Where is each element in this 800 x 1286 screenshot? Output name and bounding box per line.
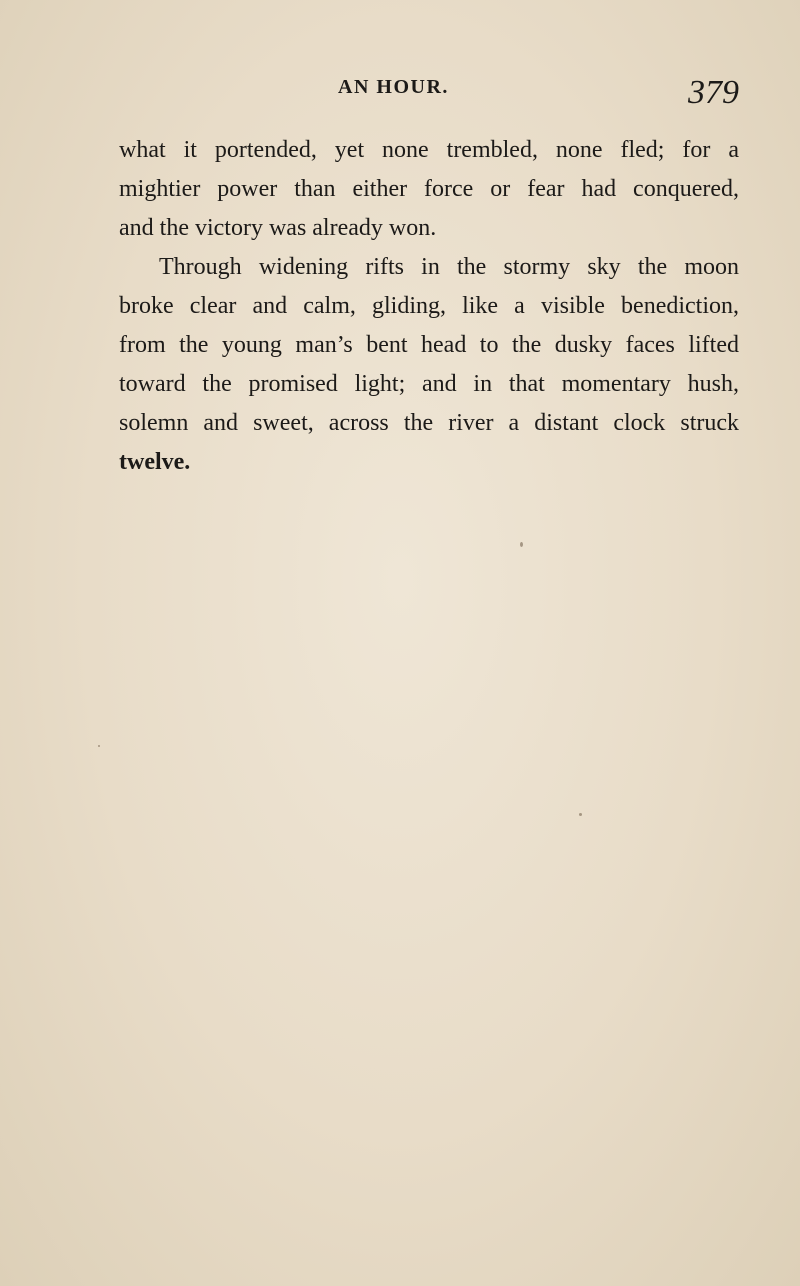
text-line: solemn and sweet, across the river a distant clock struck — [119, 410, 739, 436]
text-line: from the young man’s bent head to the dusky faces lifted — [119, 332, 739, 358]
paper-speck — [98, 745, 100, 747]
body-text — [119, 131, 739, 482]
running-head — [0, 74, 800, 114]
running-title: AN HOUR. — [338, 76, 449, 98]
paper-speck — [579, 813, 582, 816]
text-line: broke clear and calm, gliding, like a visible benediction, — [119, 293, 739, 319]
page-number: 379 — [688, 74, 739, 111]
text-line: and the victory was already won. — [119, 215, 437, 241]
text-line: toward the promised light; and in that momentary hush, — [119, 371, 739, 397]
text-line: mightier power than either force or fear had conquered, — [119, 176, 739, 202]
text-line: what it portended, yet none trembled, none fled; for a — [119, 137, 739, 163]
paper-speck — [520, 542, 523, 547]
text-line: twelve. — [119, 449, 191, 475]
text-line: Through widening rifts in the stormy sky the moon — [159, 254, 739, 280]
